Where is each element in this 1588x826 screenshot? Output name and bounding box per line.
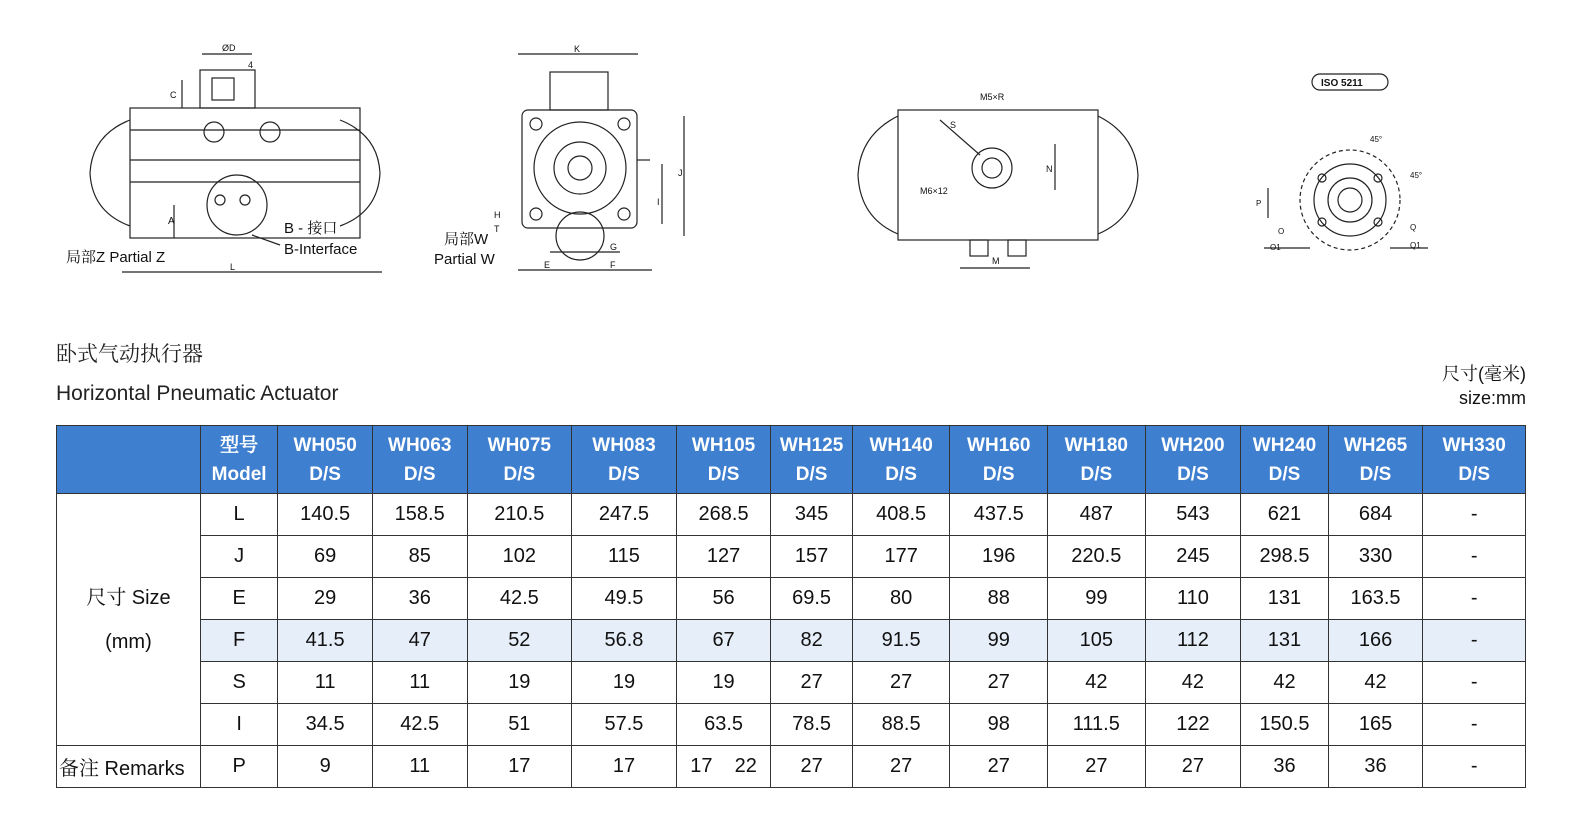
j-label: J — [678, 168, 683, 178]
value-cell: - — [1423, 620, 1526, 662]
value-cell: 52 — [467, 620, 572, 662]
partial-w-en-label: Partial W — [434, 251, 495, 268]
value-cell: 105 — [1048, 620, 1146, 662]
value-cell: 11 — [372, 746, 467, 788]
unit-note-cn: 尺寸(毫米) — [1442, 364, 1526, 384]
value-cell: 150.5 — [1241, 704, 1329, 746]
model-variant: D/S — [403, 463, 436, 485]
value-cell: 247.5 — [572, 494, 677, 536]
header-model-column — [852, 426, 950, 494]
header-model-en: Model — [211, 463, 267, 485]
value-cell: 42.5 — [372, 704, 467, 746]
model-name: WH180 — [1064, 434, 1128, 456]
q1-label: Q1 — [1410, 241, 1421, 250]
value-cell: 621 — [1241, 494, 1329, 536]
header-model-cn: 型号 — [220, 434, 259, 456]
c-label: C — [170, 90, 177, 100]
param-cell: J — [200, 536, 277, 578]
unit-note — [1442, 362, 1526, 410]
table-body — [57, 494, 1526, 788]
value-cell: 17 — [572, 746, 677, 788]
model-name: WH075 — [487, 434, 551, 456]
value-cell: 115 — [572, 536, 677, 578]
value-cell: 69.5 — [771, 578, 852, 620]
header-model-column — [1145, 426, 1241, 494]
value-cell: 245 — [1145, 536, 1241, 578]
value-cell: 27 — [1048, 746, 1146, 788]
value-cell: 99 — [950, 620, 1048, 662]
model-variant: D/S — [795, 463, 828, 485]
value-cell: 42 — [1241, 662, 1329, 704]
h-label: H — [494, 210, 501, 220]
value-cell: 49.5 — [572, 578, 677, 620]
partial-z-label: 局部Z Partial Z — [66, 249, 166, 266]
value-cell: 69 — [278, 536, 373, 578]
value-cell: 684 — [1328, 494, 1423, 536]
model-variant: D/S — [608, 463, 640, 485]
value-cell: 42.5 — [467, 578, 572, 620]
value-cell: 19 — [467, 662, 572, 704]
value-cell: 42 — [1145, 662, 1241, 704]
table-header-row — [57, 426, 1526, 494]
g-label: G — [610, 242, 618, 252]
od-label: ØD — [222, 43, 236, 53]
value-cell: 27 — [771, 746, 852, 788]
header-model-column — [1048, 426, 1146, 494]
t-label: T — [494, 224, 500, 234]
value-cell: 99 — [1048, 578, 1146, 620]
value-cell: 166 — [1328, 620, 1423, 662]
value-cell: 11 — [278, 662, 373, 704]
value-cell: 63.5 — [676, 704, 771, 746]
value-cell: - — [1423, 704, 1526, 746]
q-label: Q — [1410, 223, 1417, 232]
value-cell: 27 — [771, 662, 852, 704]
value-cell: 85 — [372, 536, 467, 578]
value-cell: 29 — [278, 578, 373, 620]
value-cell: 163.5 — [1328, 578, 1423, 620]
technical-drawings — [0, 0, 1588, 300]
model-name: WH200 — [1161, 434, 1225, 456]
m5r-label: M5×R — [980, 92, 1005, 102]
value-cell: 19 — [572, 662, 677, 704]
table-row — [57, 494, 1526, 536]
value-cell: 157 — [771, 536, 852, 578]
value-cell: 345 — [771, 494, 852, 536]
value-cell: 42 — [1048, 662, 1146, 704]
value-cell: 131 — [1241, 578, 1329, 620]
value-cell: 112 — [1145, 620, 1241, 662]
value-cell: 78.5 — [771, 704, 852, 746]
value-cell: 165 — [1328, 704, 1423, 746]
model-name: WH160 — [967, 434, 1031, 456]
header-model-column — [1241, 426, 1329, 494]
value-cell: 41.5 — [278, 620, 373, 662]
param-cell: S — [200, 662, 277, 704]
table-row — [57, 578, 1526, 620]
model-variant: D/S — [1177, 463, 1209, 485]
header-model-column — [771, 426, 852, 494]
side-view-drawing — [62, 40, 392, 285]
value-cell: 34.5 — [278, 704, 373, 746]
value-cell: - — [1423, 494, 1526, 536]
value-cell: 27 — [852, 746, 950, 788]
value-cell: 298.5 — [1241, 536, 1329, 578]
header-model-column — [950, 426, 1048, 494]
value-cell: 27 — [852, 662, 950, 704]
remarks-label: 备注 Remarks — [57, 746, 201, 788]
value-cell: - — [1423, 536, 1526, 578]
n-label: N — [1046, 164, 1053, 174]
table-row — [57, 536, 1526, 578]
header-model-column — [572, 426, 677, 494]
value-cell: 110 — [1145, 578, 1241, 620]
value-cell: 80 — [852, 578, 950, 620]
value-cell: 42 — [1328, 662, 1423, 704]
angle-1-label: 45° — [1370, 135, 1383, 144]
a-label: A — [168, 216, 175, 227]
value-cell: 127 — [676, 536, 771, 578]
value-cell: 88 — [950, 578, 1048, 620]
angle-2-label: 45° — [1410, 171, 1423, 180]
value-cell: 57.5 — [572, 704, 677, 746]
value-cell: 47 — [372, 620, 467, 662]
value-cell: 330 — [1328, 536, 1423, 578]
model-name: WH140 — [869, 434, 933, 456]
model-name: WH240 — [1252, 434, 1317, 456]
value-cell: - — [1423, 662, 1526, 704]
value-cell: 268.5 — [676, 494, 771, 536]
iso-label: ISO 5211 — [1321, 78, 1363, 89]
k-label: K — [574, 44, 581, 54]
o1-label: O1 — [1270, 243, 1281, 252]
model-name: WH330 — [1442, 434, 1506, 456]
value-cell: 122 — [1145, 704, 1241, 746]
model-variant: D/S — [503, 463, 536, 485]
header-model-column — [676, 426, 771, 494]
model-variant: D/S — [885, 463, 917, 485]
header-model-column — [278, 426, 373, 494]
value-cell: 19 — [676, 662, 771, 704]
value-cell: 56.8 — [572, 620, 677, 662]
value-cell: 56 — [676, 578, 771, 620]
model-name: WH265 — [1343, 434, 1408, 456]
table-row — [57, 662, 1526, 704]
model-variant: D/S — [707, 463, 740, 485]
four-label: 4 — [248, 60, 254, 70]
page-title-en: Horizontal Pneumatic Actuator — [56, 382, 339, 405]
model-name: WH125 — [779, 434, 844, 456]
value-cell: 67 — [676, 620, 771, 662]
value-cell: - — [1423, 746, 1526, 788]
value-cell: 82 — [771, 620, 852, 662]
param-cell: P — [200, 746, 277, 788]
value-cell: 131 — [1241, 620, 1329, 662]
table-row — [57, 620, 1526, 662]
value-cell: 27 — [950, 662, 1048, 704]
s-label: S — [950, 120, 957, 130]
value-cell: 210.5 — [467, 494, 572, 536]
value-cell: 9 — [278, 746, 373, 788]
value-cell: 102 — [467, 536, 572, 578]
partial-w-cn-label: 局部W — [444, 231, 489, 248]
f-label: F — [610, 260, 616, 270]
iso-flange-drawing — [1250, 70, 1450, 270]
m-label: M — [992, 256, 1000, 266]
size-group-cell — [57, 494, 201, 746]
value-cell: - — [1423, 578, 1526, 620]
model-name: WH083 — [592, 434, 656, 456]
value-cell: 98 — [950, 704, 1048, 746]
value-cell: 111.5 — [1048, 704, 1146, 746]
value-cell: 177 — [852, 536, 950, 578]
value-cell: 543 — [1145, 494, 1241, 536]
end-view-drawing — [432, 40, 702, 285]
model-variant: D/S — [1458, 463, 1490, 485]
value-cell: 11 — [372, 662, 467, 704]
header-model-column — [1423, 426, 1526, 494]
o-label: O — [1278, 227, 1285, 236]
model-variant: D/S — [982, 463, 1015, 485]
value-cell: 36 — [372, 578, 467, 620]
value-cell: 158.5 — [372, 494, 467, 536]
unit-note-en: size:mm — [1459, 388, 1526, 408]
param-cell: F — [200, 620, 277, 662]
value-cell: 220.5 — [1048, 536, 1146, 578]
model-variant: D/S — [1268, 463, 1301, 485]
value-cell: 91.5 — [852, 620, 950, 662]
size-group-label: 尺寸 Size — [86, 586, 171, 609]
page-title-cn: 卧式气动执行器 — [56, 342, 203, 366]
header-model-column — [372, 426, 467, 494]
header-model-cell — [200, 426, 277, 494]
param-cell: I — [200, 704, 277, 746]
value-cell: 27 — [950, 746, 1048, 788]
remarks-row — [57, 746, 1526, 788]
model-variant: D/S — [309, 463, 341, 485]
model-name: WH063 — [388, 434, 452, 456]
model-name: WH050 — [293, 434, 357, 456]
model-name: WH105 — [691, 434, 756, 456]
p-label: P — [1256, 199, 1262, 208]
value-cell: 140.5 — [278, 494, 373, 536]
param-cell: E — [200, 578, 277, 620]
value-cell: 17 22 — [676, 746, 771, 788]
value-cell: 27 — [1145, 746, 1241, 788]
param-cell: L — [200, 494, 277, 536]
header-model-column — [1328, 426, 1423, 494]
value-cell: 36 — [1241, 746, 1329, 788]
l-label: L — [230, 262, 236, 272]
header-blank-cell — [57, 426, 201, 494]
model-variant: D/S — [1080, 463, 1113, 485]
value-cell: 51 — [467, 704, 572, 746]
value-cell: 36 — [1328, 746, 1423, 788]
spec-table — [56, 425, 1526, 788]
b-interface-cn-label: B - 接口 — [284, 220, 338, 237]
value-cell: 437.5 — [950, 494, 1048, 536]
value-cell: 408.5 — [852, 494, 950, 536]
table-row — [57, 704, 1526, 746]
value-cell: 487 — [1048, 494, 1146, 536]
m6x12-label: M6×12 — [920, 186, 948, 196]
value-cell: 88.5 — [852, 704, 950, 746]
e-label: E — [544, 260, 551, 270]
top-view-drawing — [850, 80, 1160, 280]
i-label: I — [657, 197, 660, 207]
b-interface-en-label: B-Interface — [284, 241, 358, 258]
size-group-unit: (mm) — [105, 630, 152, 653]
value-cell: 17 — [467, 746, 572, 788]
value-cell: 196 — [950, 536, 1048, 578]
model-variant: D/S — [1359, 463, 1392, 485]
header-model-column — [467, 426, 572, 494]
